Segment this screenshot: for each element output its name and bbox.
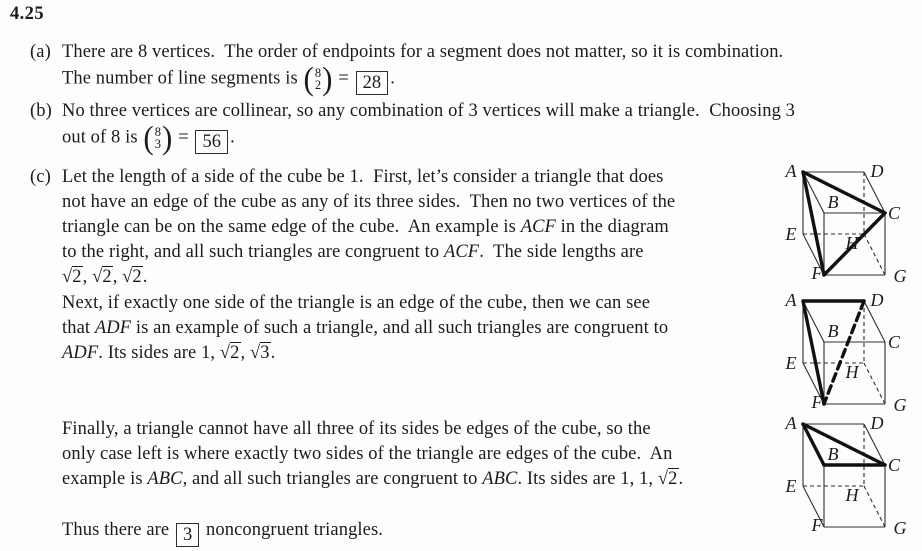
- vertex-label-F: F: [811, 515, 823, 535]
- vertex-label-H: H: [845, 362, 859, 382]
- text-run: Next, if exactly one side of the triangle is an edge of the cube, then we can see: [62, 293, 651, 313]
- cube-triangle-ADF: [780, 287, 920, 423]
- radical-sign: √: [92, 267, 103, 287]
- vertex-label-H: H: [845, 233, 859, 253]
- part-b-label: (b): [30, 101, 52, 121]
- square-root: [122, 266, 143, 287]
- vertex-label-B: B: [827, 192, 839, 212]
- text-run: .: [678, 469, 684, 489]
- square-root: [658, 468, 679, 489]
- square-root: [220, 342, 241, 363]
- binomial-coefficient: [303, 60, 333, 97]
- binomial-number: 8: [314, 65, 322, 80]
- radical-sign: √: [249, 343, 261, 363]
- square-root: [62, 266, 83, 287]
- text-run: The number of line segments is: [62, 68, 303, 89]
- triangle-edge-DF: [824, 301, 864, 404]
- text-run: There are 8 vertices. The order of endpoints for a segment does not matter, so it is combination.: [62, 42, 784, 62]
- part-a-text: [62, 40, 783, 95]
- vertex-label-D: D: [870, 161, 884, 181]
- binomial-stack: [314, 67, 322, 92]
- text-run: Thus there are: [62, 520, 174, 540]
- radicand: 2: [230, 343, 240, 363]
- triangle-edge-AF: [803, 301, 824, 404]
- cube-edge-HG: [864, 363, 885, 404]
- radicand: 2: [132, 267, 142, 287]
- vertex-label-B: B: [827, 321, 839, 341]
- text-run: not have an edge of the cube as any of its three sides. Then no two vertices of the: [62, 192, 676, 212]
- text-line: [62, 291, 668, 316]
- close-paren: ): [162, 119, 173, 156]
- text-run: .: [390, 68, 396, 89]
- vertex-label-F: F: [811, 263, 823, 283]
- text-run: ,: [112, 267, 123, 287]
- part-c-label: (c): [30, 167, 51, 187]
- text-run: . Its sides are 1, 1,: [517, 469, 658, 489]
- boxed-answer: 56: [195, 130, 228, 154]
- radical-sign: √: [657, 469, 669, 489]
- cube-triangle-ABC: [780, 410, 920, 546]
- square-root: [92, 266, 113, 287]
- binomial-stack: [154, 126, 162, 151]
- radical-sign: √: [219, 343, 231, 363]
- text-run: =: [173, 127, 194, 148]
- vertex-label-C: C: [887, 332, 901, 352]
- boxed-answer: 28: [356, 71, 389, 95]
- vertex-label-A: A: [785, 413, 797, 433]
- text-run: that: [62, 318, 95, 338]
- text-run: only case left is where exactly two sides of the triangle are edges of the cube. An: [62, 444, 673, 464]
- radicand: 2: [72, 267, 82, 287]
- part-b-text: [62, 99, 795, 154]
- radicand: 3: [260, 343, 270, 363]
- text-run: .: [142, 267, 148, 287]
- vertex-label-A: A: [785, 161, 797, 181]
- binomial-coefficient: [143, 119, 173, 156]
- math-variable: ACF: [443, 242, 480, 262]
- triangle-edge-FA: [803, 172, 824, 275]
- text-line: [62, 60, 783, 97]
- text-run: is an example of such a triangle, and all such triangles are congruent to: [131, 318, 669, 338]
- text-run: ,: [82, 267, 93, 287]
- text-run: ,: [240, 343, 250, 363]
- text-run: . The side lengths are: [479, 242, 644, 262]
- text-line: [62, 442, 683, 467]
- vertex-label-F: F: [811, 392, 823, 412]
- vertex-label-E: E: [785, 353, 797, 373]
- binomial-number: 3: [154, 137, 162, 151]
- close-paren: ): [322, 60, 333, 97]
- text-run: =: [333, 68, 354, 89]
- text-run: in the diagram: [555, 217, 669, 237]
- text-run: to the right, and all such triangles are congruent to: [62, 242, 444, 262]
- math-variable: ACF: [520, 217, 556, 237]
- math-variable: ABC: [147, 469, 183, 489]
- math-variable: ABC: [482, 469, 518, 489]
- text-run: triangle can be on the same edge of the cube. An example is: [62, 217, 521, 237]
- radical-sign: √: [62, 267, 73, 287]
- text-line: [62, 467, 683, 492]
- text-line: [62, 316, 668, 341]
- text-line: [62, 341, 668, 366]
- text-line: [62, 119, 795, 156]
- text-line: [62, 165, 675, 190]
- text-line: [62, 40, 783, 65]
- vertex-label-C: C: [887, 203, 901, 223]
- text-run: , and all such triangles are congruent to: [182, 469, 483, 489]
- vertex-label-G: G: [893, 266, 907, 286]
- text-run: .: [230, 127, 235, 148]
- radicand: 2: [102, 267, 112, 287]
- vertex-label-H: H: [845, 485, 859, 505]
- radicand: 2: [668, 469, 678, 489]
- text-line: [62, 215, 675, 240]
- text-run: Let the length of a side of the cube be 1. First, let’s consider a triangle that does: [62, 167, 664, 187]
- part-c-paragraph-3: [62, 417, 683, 492]
- text-run: noncongruent triangles.: [201, 520, 383, 540]
- cube-triangle-ACF: [780, 158, 920, 294]
- vertex-label-E: E: [785, 224, 797, 244]
- text-run: No three vertices are collinear, so any combination of 3 vertices will make a triangle. Choosing 3: [62, 101, 795, 121]
- text-run: example is: [62, 469, 148, 489]
- text-line: [62, 518, 383, 547]
- text-run: . Its sides are 1,: [98, 343, 220, 363]
- radical-sign: √: [122, 267, 133, 287]
- vertex-label-D: D: [870, 290, 884, 310]
- boxed-answer: 3: [176, 523, 199, 547]
- cube-edge-HG: [864, 234, 885, 275]
- vertex-label-C: C: [887, 455, 901, 475]
- vertex-label-A: A: [785, 290, 797, 310]
- text-line: [62, 417, 683, 442]
- part-c-conclusion: [62, 518, 383, 547]
- binomial-number: 8: [154, 124, 162, 139]
- text-line: [62, 190, 675, 215]
- vertex-label-D: D: [870, 413, 884, 433]
- text-run: out of 8 is: [62, 127, 143, 148]
- text-run: Finally, a triangle cannot have all three of its sides be edges of the cube, so the: [62, 419, 651, 439]
- text-line: [62, 265, 675, 290]
- square-root: [250, 342, 271, 363]
- part-c-paragraph-1: [62, 165, 675, 290]
- math-variable: ADF: [62, 343, 99, 363]
- text-line: [62, 240, 675, 265]
- vertex-label-G: G: [893, 518, 907, 538]
- open-paren: (: [303, 60, 314, 97]
- vertex-label-B: B: [827, 444, 839, 464]
- math-variable: ADF: [94, 318, 132, 338]
- text-run: .: [270, 343, 276, 363]
- problem-number: 4.25: [10, 4, 44, 24]
- cube-edge-HG: [864, 486, 885, 527]
- open-paren: (: [143, 119, 154, 156]
- part-c-paragraph-2: [62, 291, 668, 366]
- vertex-label-G: G: [893, 395, 907, 415]
- part-a-label: (a): [30, 42, 51, 62]
- vertex-label-E: E: [785, 476, 797, 496]
- binomial-number: 2: [314, 78, 322, 92]
